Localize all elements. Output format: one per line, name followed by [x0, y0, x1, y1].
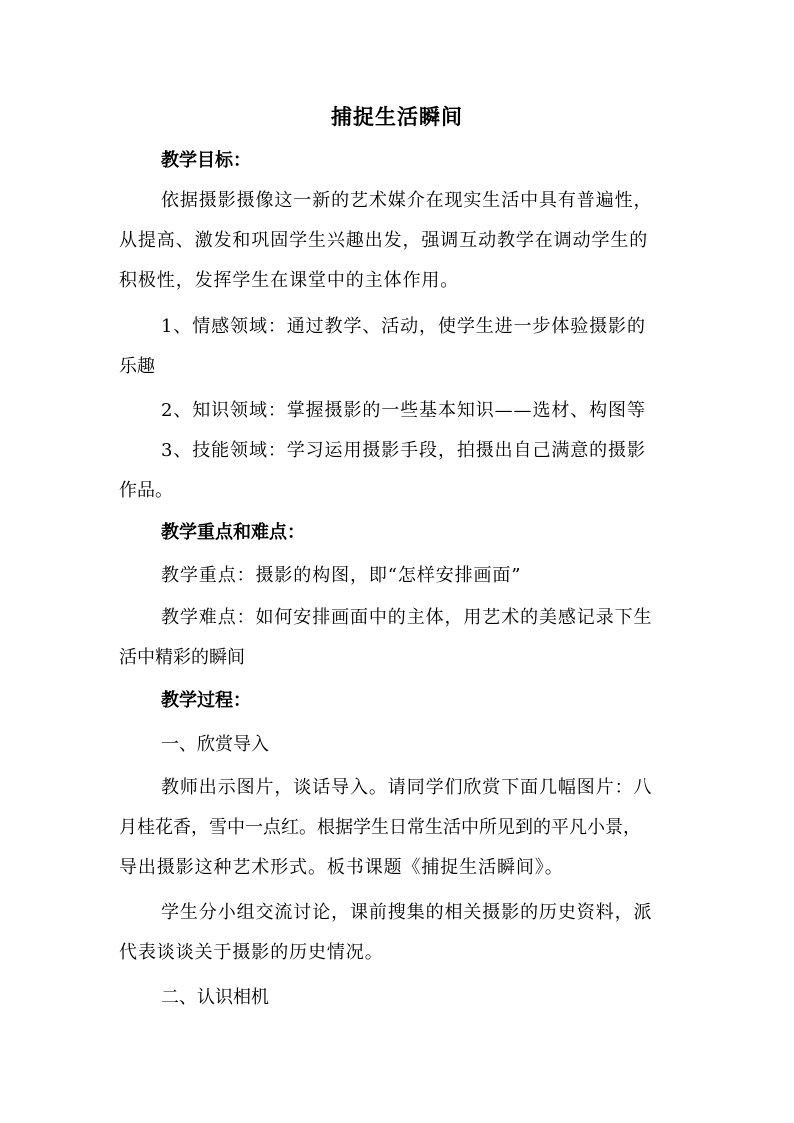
- paragraph-line: 乐趣: [119, 356, 155, 377]
- section-heading-camera: 二、认识相机: [161, 987, 269, 1008]
- list-item-knowledge: 2、知识领域：掌握摄影的一些基本知识——选材、构图等: [161, 400, 646, 421]
- document-title: 捕捉生活瞬间: [331, 104, 463, 129]
- paragraph-line: 教师出示图片，谈话导入。请同学们欣赏下面几幅图片：八: [161, 777, 653, 798]
- paragraph-line: 从提高、激发和巩固学生兴趣出发，强调互动教学在调动学生的: [119, 230, 649, 251]
- list-item-skill: 3、技能领域：学习运用摄影手段，拍摄出自己满意的摄影: [161, 440, 646, 461]
- paragraph-line: 积极性，发挥学生在课堂中的主体作用。: [119, 270, 460, 291]
- heading-key-points: 教学重点和难点：: [161, 522, 305, 543]
- paragraph-line: 依据摄影摄像这一新的艺术媒介在现实生活中具有普遍性，: [161, 190, 653, 211]
- paragraph-line: 代表谈谈关于摄影的历史情况。: [119, 942, 384, 963]
- paragraph-line: 月桂花香，雪中一点红。根据学生日常生活中所见到的平凡小景，: [119, 817, 641, 838]
- heading-teaching-goals: 教学目标：: [161, 150, 251, 171]
- section-heading-intro: 一、欣赏导入: [161, 734, 269, 755]
- paragraph-line: 活中精彩的瞬间: [119, 647, 245, 668]
- paragraph-line: 导出摄影这种艺术形式。板书课题《捕捉生活瞬间》。: [119, 857, 564, 878]
- heading-teaching-process: 教学过程：: [161, 690, 251, 711]
- paragraph-line: 教学重点：摄影的构图，即“怎样安排画面”: [161, 565, 522, 586]
- paragraph-line: 教学难点：如何安排画面中的主体，用艺术的美感记录下生: [161, 607, 653, 628]
- list-item-emotion: 1、情感领域：通过教学、活动，使学生进一步体验摄影的: [161, 316, 646, 337]
- paragraph-line: 作品。: [119, 480, 173, 501]
- paragraph-line: 学生分小组交流讨论，课前搜集的相关摄影的历史资料，派: [161, 902, 653, 923]
